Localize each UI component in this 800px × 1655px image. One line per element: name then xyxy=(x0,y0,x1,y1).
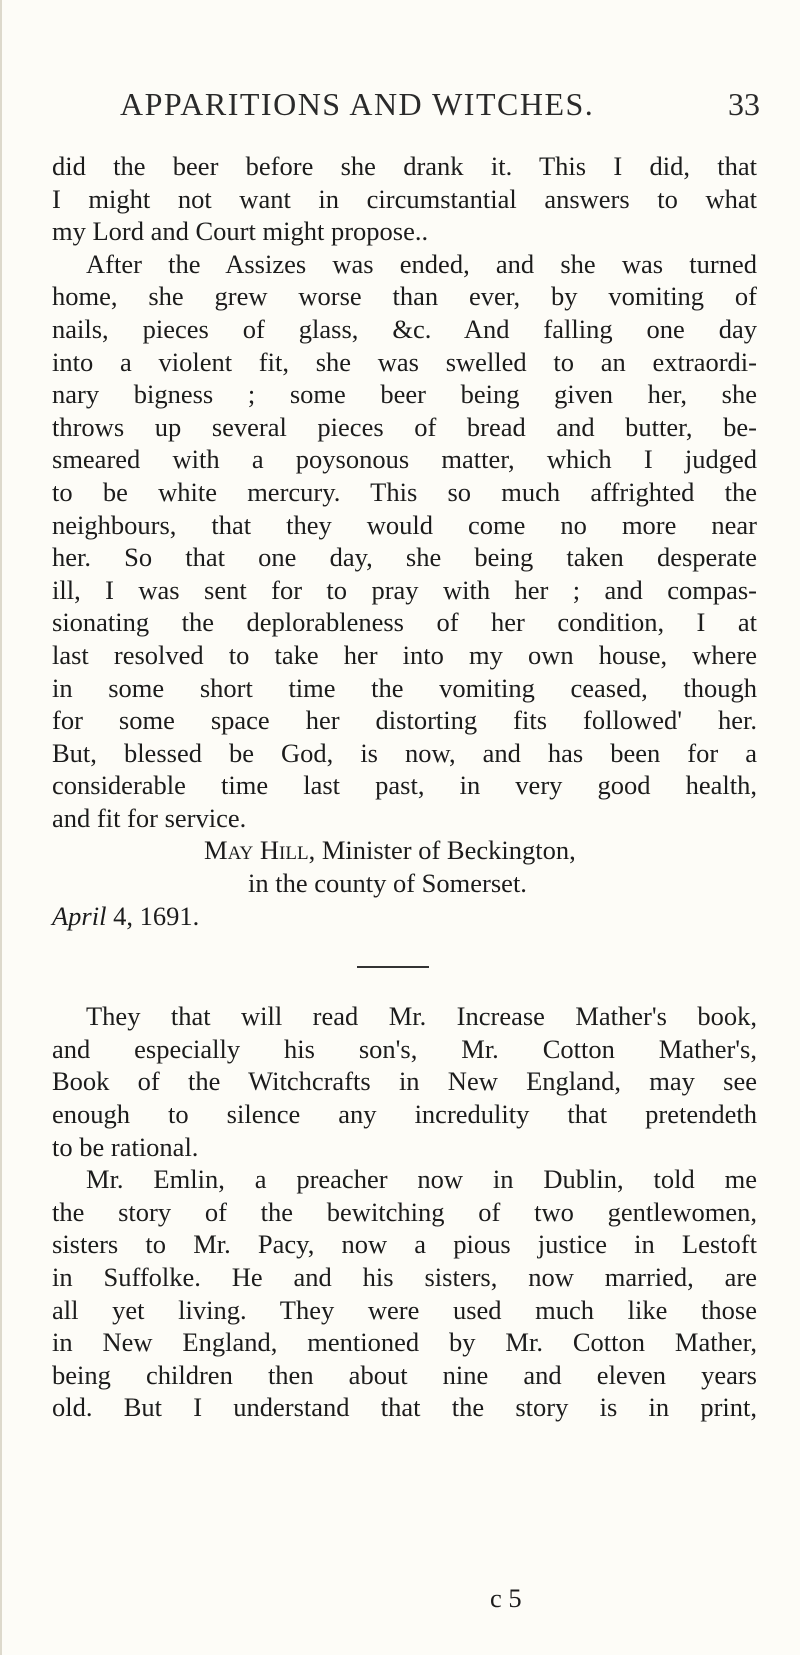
text-line: to be white mercury. This so much affrighted the xyxy=(52,476,757,507)
running-title: APPARITIONS AND WITCHES. xyxy=(120,86,595,122)
paragraph-mather xyxy=(52,1000,757,1163)
text-line: considerable time last past, in very good health, xyxy=(52,770,757,801)
signatory-title: Minister of Beckington, xyxy=(315,835,576,866)
text-line: neighbours, that they would come no more near xyxy=(52,509,757,540)
text-line: her. So that one day, she being taken desperate xyxy=(52,542,757,573)
paragraph-assizes xyxy=(52,248,757,835)
text-line: and fit for service. xyxy=(52,802,247,833)
paragraph-emlin xyxy=(52,1163,757,1424)
text-line: into a violent fit, she was swelled to an extraordi- xyxy=(52,346,757,377)
text-line: nary bigness ; some beer being given her, she xyxy=(52,379,757,410)
page-edge xyxy=(0,0,2,1655)
signature-mark: c 5 xyxy=(490,1583,522,1613)
page-body xyxy=(52,150,757,1424)
signature-block xyxy=(52,834,757,932)
text-line: smeared with a poysonous matter, which I judged xyxy=(52,444,757,475)
date-month: April xyxy=(52,900,107,931)
running-header xyxy=(120,86,760,136)
text-line: in some short time the vomiting ceased, though xyxy=(52,672,757,703)
signature-place: in the county of Somerset. xyxy=(248,868,527,899)
signatory-name: May Hill, xyxy=(204,835,316,866)
text-line: being children then about nine and eleven years xyxy=(52,1359,757,1390)
text-line: last resolved to take her into my own house, where xyxy=(52,639,757,670)
date-rest: 4, 1691. xyxy=(106,900,200,931)
text-line: Book of the Witchcrafts in New England, may see xyxy=(52,1066,757,1097)
text-line: sionating the deplorableness of her condition, I at xyxy=(52,607,757,638)
text-line: did the beer before she drank it. This I did, that xyxy=(52,151,757,181)
text-line: After the Assizes was ended, and she was turned xyxy=(86,248,757,279)
signature-line xyxy=(52,834,757,867)
text-line: my Lord and Court might propose.. xyxy=(52,216,429,247)
text-line: old. But I understand that the story is in print, xyxy=(52,1392,757,1423)
text-line: But, blessed be God, is now, and has been for a xyxy=(52,737,757,768)
text-line: nails, pieces of glass, &c. And falling one day xyxy=(52,313,757,344)
text-line: ill, I was sent for to pray with her ; and compas- xyxy=(52,574,757,605)
dateline xyxy=(52,900,757,933)
text-line: for some space her distorting fits followed' her. xyxy=(52,705,757,736)
text-line: to be rational. xyxy=(52,1131,199,1162)
page-number: 33 xyxy=(728,86,760,122)
text-line: throws up several pieces of bread and butter, be- xyxy=(52,411,757,442)
text-line: home, she grew worse than ever, by vomiting of xyxy=(52,281,757,312)
text-line: I might not want in circumstantial answers to what xyxy=(52,183,757,214)
text-line: the story of the bewitching of two gentlewomen, xyxy=(52,1196,757,1227)
text-line: in New England, mentioned by Mr. Cotton Mather, xyxy=(52,1327,757,1358)
section-divider xyxy=(357,966,429,968)
text-line: enough to silence any incredulity that pretendeth xyxy=(52,1099,757,1130)
text-line: sisters to Mr. Pacy, now a pious justice in Lestoft xyxy=(52,1229,757,1260)
text-line: and especially his son's, Mr. Cotton Mather's, xyxy=(52,1033,757,1064)
text-line: in Suffolke. He and his sisters, now married, are xyxy=(52,1262,757,1292)
paragraph-continuation xyxy=(52,150,757,248)
text-line: all yet living. They were used much like those xyxy=(52,1294,757,1325)
text-line: Mr. Emlin, a preacher now in Dublin, told me xyxy=(86,1164,757,1195)
text-line: They that will read Mr. Increase Mather's book, xyxy=(86,1001,757,1032)
